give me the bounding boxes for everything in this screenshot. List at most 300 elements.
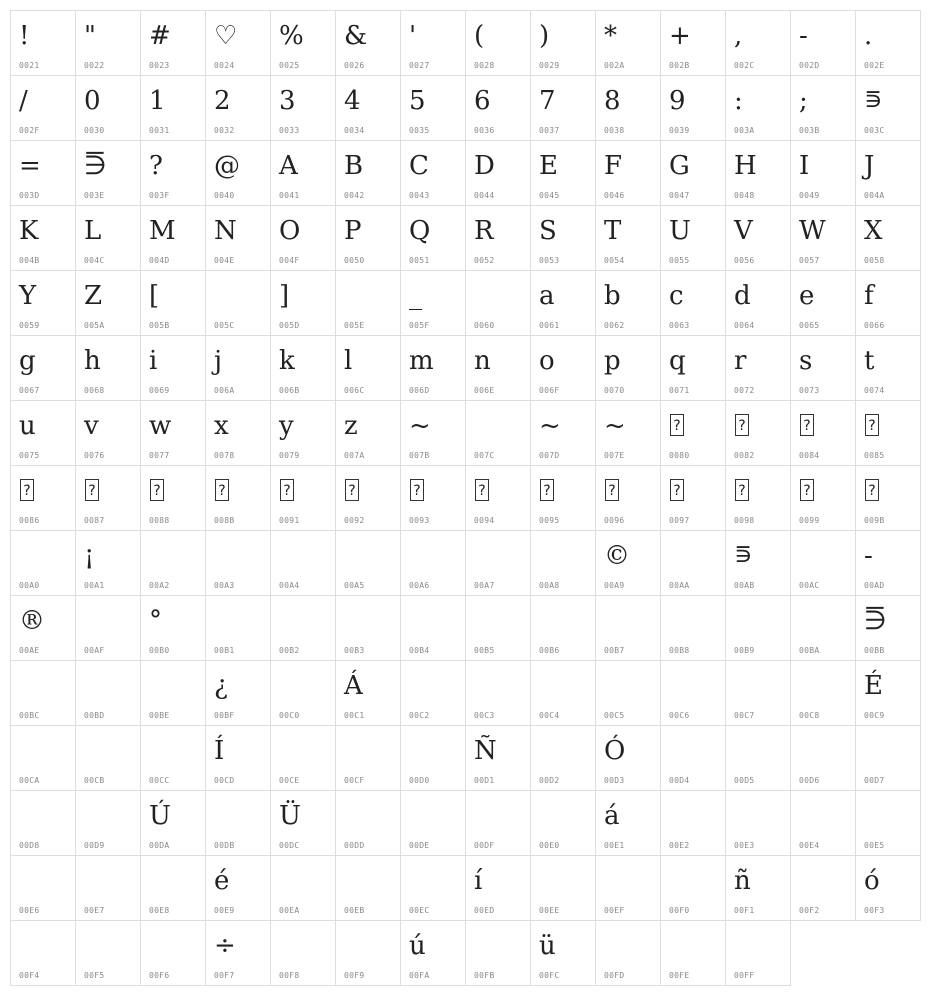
glyph-code: 00C3 bbox=[474, 711, 495, 720]
glyph-cell bbox=[725, 75, 791, 141]
glyph-cell bbox=[790, 270, 856, 336]
glyph-code: 0099 bbox=[799, 516, 820, 525]
glyph-code: 00F5 bbox=[84, 971, 105, 980]
glyph-cell bbox=[335, 660, 401, 726]
glyph-cell bbox=[660, 790, 726, 856]
glyph-code: 0093 bbox=[409, 516, 430, 525]
glyph-cell bbox=[595, 270, 661, 336]
missing-glyph-box: ? bbox=[345, 479, 359, 501]
glyph-char: * bbox=[604, 21, 617, 51]
glyph-cell bbox=[10, 465, 76, 531]
glyph-code: 005B bbox=[149, 321, 170, 330]
glyph-cell bbox=[205, 270, 271, 336]
glyph-code: 00E6 bbox=[19, 906, 40, 915]
glyph-cell bbox=[270, 660, 336, 726]
glyph-cell bbox=[270, 920, 336, 986]
glyph-code: 0082 bbox=[734, 451, 755, 460]
glyph-code: 00AD bbox=[864, 581, 885, 590]
glyph-char: i bbox=[149, 346, 158, 376]
glyph-char: Q bbox=[409, 216, 431, 246]
glyph-code: 00B3 bbox=[344, 646, 365, 655]
glyph-char: 8 bbox=[604, 86, 621, 116]
glyph-char: é bbox=[214, 866, 230, 896]
glyph-code: 009B bbox=[864, 516, 885, 525]
glyph-char: = bbox=[19, 151, 41, 181]
glyph-cell bbox=[790, 335, 856, 401]
glyph-char: : bbox=[734, 86, 743, 116]
glyph-code: 005E bbox=[344, 321, 365, 330]
glyph-code: 0026 bbox=[344, 61, 365, 70]
glyph-cell bbox=[75, 530, 141, 596]
glyph-cell bbox=[465, 10, 531, 76]
glyph-char: ñ bbox=[734, 866, 751, 896]
glyph-cell bbox=[790, 400, 856, 466]
glyph-code: 00DF bbox=[474, 841, 495, 850]
glyph-cell bbox=[140, 725, 206, 791]
glyph-cell bbox=[75, 465, 141, 531]
glyph-cell bbox=[400, 725, 466, 791]
glyph-code: 004E bbox=[214, 256, 235, 265]
glyph-char: M bbox=[149, 216, 176, 246]
glyph-code: 00B9 bbox=[734, 646, 755, 655]
glyph-code: 0036 bbox=[474, 126, 495, 135]
glyph-char: " bbox=[84, 21, 96, 51]
glyph-cell bbox=[855, 400, 921, 466]
glyph-char: . bbox=[864, 21, 873, 51]
glyph-code: 007A bbox=[344, 451, 365, 460]
glyph-code: 0023 bbox=[149, 61, 170, 70]
glyph-cell bbox=[725, 465, 791, 531]
glyph-cell bbox=[270, 595, 336, 661]
glyph-cell bbox=[10, 920, 76, 986]
glyph-char: & bbox=[344, 21, 368, 51]
glyph-code: 0057 bbox=[799, 256, 820, 265]
glyph-char: u bbox=[19, 411, 36, 441]
glyph-cell bbox=[335, 140, 401, 206]
glyph-code: 006C bbox=[344, 386, 365, 395]
glyph-code: 0088 bbox=[149, 516, 170, 525]
glyph-cell bbox=[660, 270, 726, 336]
glyph-cell bbox=[465, 790, 531, 856]
glyph-code: 0037 bbox=[539, 126, 560, 135]
glyph-cell bbox=[660, 335, 726, 401]
glyph-code: 00FA bbox=[409, 971, 430, 980]
glyph-code: 0024 bbox=[214, 61, 235, 70]
glyph-char: 1 bbox=[149, 86, 166, 116]
glyph-cell bbox=[270, 10, 336, 76]
glyph-code: 00DC bbox=[279, 841, 300, 850]
glyph-code: 0055 bbox=[669, 256, 690, 265]
glyph-cell bbox=[465, 855, 531, 921]
glyph-cell bbox=[10, 10, 76, 76]
glyph-cell bbox=[270, 790, 336, 856]
glyph-cell bbox=[205, 725, 271, 791]
glyph-code: 00A9 bbox=[604, 581, 625, 590]
glyph-code: 006D bbox=[409, 386, 430, 395]
glyph-cell bbox=[465, 205, 531, 271]
glyph-char: g bbox=[19, 346, 36, 376]
glyph-code: 0022 bbox=[84, 61, 105, 70]
glyph-cell bbox=[205, 335, 271, 401]
glyph-code: 003D bbox=[19, 191, 40, 200]
glyph-char: B bbox=[344, 151, 364, 181]
glyph-cell bbox=[660, 400, 726, 466]
glyph-cell bbox=[140, 660, 206, 726]
glyph-cell bbox=[660, 75, 726, 141]
glyph-code: 004C bbox=[84, 256, 105, 265]
glyph-code: 00EB bbox=[344, 906, 365, 915]
glyph-char: ) bbox=[539, 21, 550, 51]
glyph-code: 006F bbox=[539, 386, 560, 395]
glyph-code: 0054 bbox=[604, 256, 625, 265]
glyph-char: G bbox=[669, 151, 690, 181]
glyph-cell bbox=[400, 790, 466, 856]
glyph-cell bbox=[10, 140, 76, 206]
glyph-cell bbox=[855, 790, 921, 856]
glyph-code: 007D bbox=[539, 451, 560, 460]
glyph-cell bbox=[660, 465, 726, 531]
glyph-char: Í bbox=[214, 736, 225, 766]
glyph-code: 0084 bbox=[799, 451, 820, 460]
glyph-code: 00AA bbox=[669, 581, 690, 590]
glyph-code: 0035 bbox=[409, 126, 430, 135]
glyph-cell bbox=[140, 140, 206, 206]
glyph-cell bbox=[10, 855, 76, 921]
missing-glyph-box: ? bbox=[540, 479, 554, 501]
glyph-code: 00E8 bbox=[149, 906, 170, 915]
glyph-cell bbox=[530, 465, 596, 531]
missing-glyph-box: ? bbox=[215, 479, 229, 501]
glyph-code: 0097 bbox=[669, 516, 690, 525]
glyph-char: ¡ bbox=[84, 541, 95, 571]
glyph-code: 00EF bbox=[604, 906, 625, 915]
glyph-cell bbox=[660, 855, 726, 921]
glyph-cell bbox=[75, 790, 141, 856]
glyph-cell bbox=[855, 595, 921, 661]
glyph-cell bbox=[725, 10, 791, 76]
glyph-code: 00C2 bbox=[409, 711, 430, 720]
glyph-cell bbox=[725, 335, 791, 401]
glyph-code: 0073 bbox=[799, 386, 820, 395]
glyph-code: 002D bbox=[799, 61, 820, 70]
glyph-code: 00D0 bbox=[409, 776, 430, 785]
glyph-code: 00E9 bbox=[214, 906, 235, 915]
glyph-char: J bbox=[864, 151, 875, 181]
glyph-cell bbox=[205, 790, 271, 856]
glyph-code: 002F bbox=[19, 126, 40, 135]
glyph-code: 00F8 bbox=[279, 971, 300, 980]
glyph-cell bbox=[10, 660, 76, 726]
glyph-cell bbox=[530, 400, 596, 466]
glyph-cell bbox=[205, 855, 271, 921]
glyph-code: 00E4 bbox=[799, 841, 820, 850]
glyph-char: Z bbox=[84, 281, 103, 311]
glyph-char: @ bbox=[214, 151, 240, 181]
glyph-code: 00AE bbox=[19, 646, 40, 655]
glyph-code: 0086 bbox=[19, 516, 40, 525]
glyph-code: 0095 bbox=[539, 516, 560, 525]
glyph-code: 00F0 bbox=[669, 906, 690, 915]
glyph-code: 0039 bbox=[669, 126, 690, 135]
glyph-cell bbox=[725, 530, 791, 596]
glyph-cell bbox=[660, 10, 726, 76]
glyph-code: 0094 bbox=[474, 516, 495, 525]
glyph-cell bbox=[725, 725, 791, 791]
glyph-code: 008B bbox=[214, 516, 235, 525]
glyph-code: 0072 bbox=[734, 386, 755, 395]
glyph-code: 005D bbox=[279, 321, 300, 330]
glyph-code: 00F9 bbox=[344, 971, 365, 980]
glyph-code: 00CA bbox=[19, 776, 40, 785]
glyph-char: á bbox=[604, 801, 620, 831]
glyph-code: 00DD bbox=[344, 841, 365, 850]
glyph-cell bbox=[205, 10, 271, 76]
glyph-cell bbox=[595, 920, 661, 986]
glyph-cell bbox=[530, 335, 596, 401]
glyph-cell bbox=[140, 270, 206, 336]
glyph-code: 006A bbox=[214, 386, 235, 395]
glyph-code: 00CD bbox=[214, 776, 235, 785]
glyph-char: y bbox=[279, 411, 294, 441]
glyph-code: 00BB bbox=[864, 646, 885, 655]
glyph-code: 00F1 bbox=[734, 906, 755, 915]
glyph-cell bbox=[790, 465, 856, 531]
glyph-code: 002C bbox=[734, 61, 755, 70]
glyph-cell bbox=[855, 140, 921, 206]
glyph-cell bbox=[205, 75, 271, 141]
missing-glyph-box: ? bbox=[475, 479, 489, 501]
missing-glyph-box: ? bbox=[735, 414, 749, 436]
glyph-cell bbox=[530, 660, 596, 726]
glyph-cell bbox=[335, 75, 401, 141]
glyph-char: q bbox=[669, 346, 686, 376]
glyph-code: 0030 bbox=[84, 126, 105, 135]
glyph-code: 0033 bbox=[279, 126, 300, 135]
glyph-code: 0060 bbox=[474, 321, 495, 330]
glyph-cell bbox=[660, 140, 726, 206]
glyph-cell bbox=[530, 270, 596, 336]
glyph-code: 00ED bbox=[474, 906, 495, 915]
glyph-cell bbox=[75, 270, 141, 336]
glyph-code: 00A3 bbox=[214, 581, 235, 590]
glyph-code: 00F2 bbox=[799, 906, 820, 915]
glyph-cell bbox=[270, 725, 336, 791]
glyph-cell bbox=[790, 725, 856, 791]
glyph-code: 0025 bbox=[279, 61, 300, 70]
glyph-code: 00C9 bbox=[864, 711, 885, 720]
glyph-char: ~ bbox=[409, 411, 431, 441]
glyph-char: _ bbox=[409, 281, 422, 311]
glyph-code: 0070 bbox=[604, 386, 625, 395]
glyph-cell bbox=[400, 920, 466, 986]
glyph-cell bbox=[335, 725, 401, 791]
glyph-cell bbox=[660, 660, 726, 726]
glyph-char: ⋽ bbox=[864, 606, 887, 636]
glyph-cell bbox=[10, 75, 76, 141]
glyph-code: 00FB bbox=[474, 971, 495, 980]
glyph-char: Ó bbox=[604, 736, 626, 766]
glyph-code: 00D4 bbox=[669, 776, 690, 785]
glyph-cell bbox=[595, 595, 661, 661]
glyph-code: 007E bbox=[604, 451, 625, 460]
glyph-cell bbox=[400, 270, 466, 336]
glyph-cell bbox=[725, 920, 791, 986]
glyph-code: 00FE bbox=[669, 971, 690, 980]
glyph-cell bbox=[270, 335, 336, 401]
glyph-cell bbox=[335, 530, 401, 596]
glyph-cell bbox=[140, 400, 206, 466]
glyph-code: 0077 bbox=[149, 451, 170, 460]
glyph-cell bbox=[790, 855, 856, 921]
glyph-code: 00C8 bbox=[799, 711, 820, 720]
glyph-code: 00D9 bbox=[84, 841, 105, 850]
missing-glyph-box: ? bbox=[670, 479, 684, 501]
glyph-char: Ú bbox=[149, 801, 171, 831]
glyph-char: N bbox=[214, 216, 237, 246]
glyph-code: 0050 bbox=[344, 256, 365, 265]
glyph-code: 004B bbox=[19, 256, 40, 265]
glyph-cell bbox=[335, 595, 401, 661]
glyph-code: 00E0 bbox=[539, 841, 560, 850]
glyph-cell bbox=[140, 595, 206, 661]
glyph-cell bbox=[400, 660, 466, 726]
glyph-code: 006B bbox=[279, 386, 300, 395]
glyph-cell bbox=[400, 595, 466, 661]
glyph-code: 00C4 bbox=[539, 711, 560, 720]
glyph-cell bbox=[75, 855, 141, 921]
glyph-code: 0044 bbox=[474, 191, 495, 200]
glyph-cell bbox=[75, 140, 141, 206]
glyph-code: 00A0 bbox=[19, 581, 40, 590]
glyph-cell bbox=[790, 205, 856, 271]
missing-glyph-box: ? bbox=[605, 479, 619, 501]
glyph-char: - bbox=[799, 21, 808, 51]
glyph-char: j bbox=[214, 346, 223, 376]
glyph-cell bbox=[530, 855, 596, 921]
glyph-char: 7 bbox=[539, 86, 556, 116]
glyph-cell bbox=[400, 530, 466, 596]
glyph-cell bbox=[595, 725, 661, 791]
glyph-code: 00FF bbox=[734, 971, 755, 980]
glyph-cell bbox=[140, 855, 206, 921]
glyph-cell bbox=[725, 205, 791, 271]
glyph-cell bbox=[400, 400, 466, 466]
glyph-code: 00B4 bbox=[409, 646, 430, 655]
glyph-cell bbox=[465, 725, 531, 791]
glyph-code: 00D3 bbox=[604, 776, 625, 785]
glyph-cell bbox=[205, 530, 271, 596]
glyph-code: 00C1 bbox=[344, 711, 365, 720]
glyph-code: 00C5 bbox=[604, 711, 625, 720]
glyph-code: 0059 bbox=[19, 321, 40, 330]
glyph-code: 005F bbox=[409, 321, 430, 330]
glyph-cell bbox=[205, 595, 271, 661]
glyph-cell bbox=[660, 205, 726, 271]
glyph-code: 0047 bbox=[669, 191, 690, 200]
glyph-code: 00E3 bbox=[734, 841, 755, 850]
glyph-char: C bbox=[409, 151, 429, 181]
glyph-cell bbox=[335, 465, 401, 531]
missing-glyph-box: ? bbox=[85, 479, 99, 501]
missing-glyph-box: ? bbox=[800, 479, 814, 501]
missing-glyph-box: ? bbox=[280, 479, 294, 501]
glyph-char: ú bbox=[409, 931, 426, 961]
missing-glyph-box: ? bbox=[670, 414, 684, 436]
glyph-cell bbox=[790, 790, 856, 856]
glyph-char: x bbox=[214, 411, 229, 441]
glyph-code: 0041 bbox=[279, 191, 300, 200]
glyph-code: 0067 bbox=[19, 386, 40, 395]
glyph-code: 00A2 bbox=[149, 581, 170, 590]
glyph-cell bbox=[855, 10, 921, 76]
glyph-cell bbox=[10, 595, 76, 661]
glyph-code: 00DB bbox=[214, 841, 235, 850]
glyph-code: 003B bbox=[799, 126, 820, 135]
glyph-char: ® bbox=[19, 606, 45, 636]
glyph-cell bbox=[465, 530, 531, 596]
glyph-cell bbox=[790, 595, 856, 661]
glyph-code: 00F4 bbox=[19, 971, 40, 980]
glyph-char: z bbox=[344, 411, 358, 441]
glyph-code: 004F bbox=[279, 256, 300, 265]
glyph-char: r bbox=[734, 346, 747, 376]
glyph-code: 00BA bbox=[799, 646, 820, 655]
glyph-code: 00C6 bbox=[669, 711, 690, 720]
glyph-code: 00D6 bbox=[799, 776, 820, 785]
glyph-char: A bbox=[279, 151, 298, 181]
glyph-code: 0063 bbox=[669, 321, 690, 330]
glyph-cell bbox=[10, 335, 76, 401]
glyph-cell bbox=[335, 205, 401, 271]
glyph-cell bbox=[725, 270, 791, 336]
glyph-code: 00E5 bbox=[864, 841, 885, 850]
glyph-char: E bbox=[539, 151, 558, 181]
glyph-cell bbox=[10, 725, 76, 791]
glyph-char: ? bbox=[149, 151, 163, 181]
glyph-cell bbox=[205, 920, 271, 986]
glyph-char: b bbox=[604, 281, 621, 311]
glyph-char: í bbox=[474, 866, 483, 896]
glyph-char: 3 bbox=[279, 86, 296, 116]
glyph-code: 0098 bbox=[734, 516, 755, 525]
glyph-code: 0062 bbox=[604, 321, 625, 330]
glyph-code: 00B7 bbox=[604, 646, 625, 655]
glyph-code: 0027 bbox=[409, 61, 430, 70]
glyph-code: 0080 bbox=[669, 451, 690, 460]
glyph-code: 0061 bbox=[539, 321, 560, 330]
glyph-cell bbox=[855, 725, 921, 791]
glyph-code: 00EE bbox=[539, 906, 560, 915]
glyph-char: k bbox=[279, 346, 295, 376]
glyph-char: Ü bbox=[279, 801, 301, 831]
glyph-cell bbox=[75, 335, 141, 401]
glyph-cell bbox=[335, 270, 401, 336]
glyph-cell bbox=[400, 855, 466, 921]
glyph-cell bbox=[400, 335, 466, 401]
glyph-code: 0085 bbox=[864, 451, 885, 460]
glyph-map-grid bbox=[10, 10, 920, 985]
glyph-cell bbox=[75, 595, 141, 661]
glyph-code: 0092 bbox=[344, 516, 365, 525]
glyph-char: ! bbox=[19, 21, 30, 51]
glyph-char: U bbox=[669, 216, 691, 246]
glyph-char: ó bbox=[864, 866, 880, 896]
glyph-code: 0053 bbox=[539, 256, 560, 265]
glyph-char: O bbox=[279, 216, 301, 246]
glyph-char: ⋾ bbox=[864, 86, 883, 116]
glyph-code: 00B5 bbox=[474, 646, 495, 655]
glyph-cell bbox=[465, 140, 531, 206]
